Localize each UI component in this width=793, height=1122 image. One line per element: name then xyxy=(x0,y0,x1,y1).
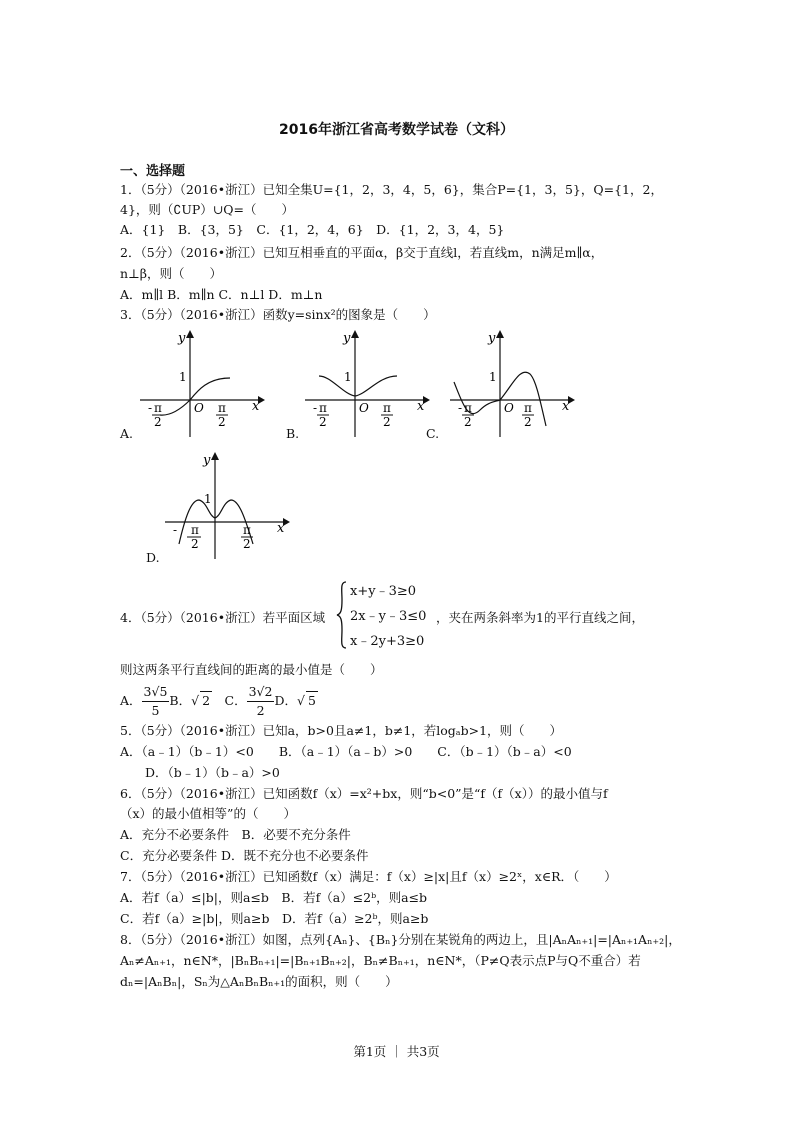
svg-text:x: x xyxy=(417,399,425,414)
q4-line-1-pre: 4．（5分）（2016•浙江）若平面区域 xyxy=(120,610,326,625)
q4-line-2: 则这两条平行直线间的距离的最小值是（ ） xyxy=(120,662,383,677)
q4-brace xyxy=(336,580,348,650)
q8-line-1: 8．（5分）（2016•浙江）如图，点列{Aₙ}、{Bₙ}分别在某锐角的两边上，且|AₙAₙ₊₁|=|Aₙ₊₁Aₙ₊₂|， xyxy=(120,932,681,947)
svg-text:2: 2 xyxy=(319,415,327,429)
q8-line-3: dₙ=|AₙBₙ|，Sₙ为△AₙBₙBₙ₊₁的面积，则（ ） xyxy=(120,974,398,989)
q1-options: A．{1} B．{3，5} C．{1，2，4，6} D．{1，2，3，4，5} xyxy=(120,222,505,237)
q2-line-1: 2．（5分）（2016•浙江）已知互相垂直的平面α，β交于直线l，若直线m，n满足m∥α， xyxy=(120,245,604,260)
svg-text:π: π xyxy=(243,523,251,537)
q5-options-abc: A．（a﹣1）（b﹣1）<0 B．（a﹣1）（a﹣b）>0 C．（b﹣1）（b﹣a）<0 xyxy=(120,744,572,759)
section-heading: 一、选择题 xyxy=(120,164,186,179)
svg-text:1: 1 xyxy=(489,370,497,384)
svg-text:2: 2 xyxy=(218,415,226,429)
svg-text:2: 2 xyxy=(154,415,162,429)
q2-options: A．m∥l B．m∥n C．n⊥l D．m⊥n xyxy=(120,287,323,302)
svg-text:2: 2 xyxy=(383,415,391,429)
svg-text:2: 2 xyxy=(464,415,472,429)
page-footer: 第1页 ｜ 共3页 xyxy=(353,1044,440,1059)
svg-text:-: - xyxy=(458,401,463,415)
q6-line-1: 6．（5分）（2016•浙江）已知函数f（x）=x²+bx，则“b<0”是“f（f（x））的最小值与f xyxy=(120,786,608,801)
q5-option-d: D．（b﹣1）（b﹣a）>0 xyxy=(145,765,280,780)
svg-text:-: - xyxy=(173,523,178,537)
svg-text:x: x xyxy=(562,399,570,414)
q3-graph-c xyxy=(450,330,575,440)
q4-ineq-3: x﹣2y+3≥0 xyxy=(350,634,425,649)
q3-graph-a xyxy=(140,330,265,440)
q8-line-2: Aₙ≠Aₙ₊₁，n∈N*，|BₙBₙ₊₁|=|Bₙ₊₁Bₙ₊₂|，Bₙ≠Bₙ₊₁，n∈N*，（P≠Q表示点P与Q不重合）若 xyxy=(120,953,641,968)
q7-line-1: 7．（5分）（2016•浙江）已知函数f（x）满足：f（x）≥|x|且f（x）≥2ˣ，x∈R．（ ） xyxy=(120,869,617,884)
svg-text:π: π xyxy=(464,401,472,415)
svg-text:O: O xyxy=(359,401,369,415)
svg-text:O: O xyxy=(504,401,514,415)
svg-text:π: π xyxy=(154,401,162,415)
q7-options-ab: A．若f（a）≤|b|，则a≤b B．若f（a）≤2ᵇ，则a≤b xyxy=(120,890,428,905)
svg-text:-: - xyxy=(148,401,153,415)
svg-text:π: π xyxy=(383,401,391,415)
svg-text:1: 1 xyxy=(179,370,187,384)
svg-text:x: x xyxy=(277,521,285,536)
svg-text:π: π xyxy=(524,401,532,415)
q3-line-1: 3．（5分）（2016•浙江）函数y=sinx²的图象是（ ） xyxy=(120,307,436,322)
q2-line-2: n⊥β，则（ ） xyxy=(120,266,223,281)
svg-text:O: O xyxy=(194,401,204,415)
svg-text:y: y xyxy=(343,331,351,346)
q4-ineq-1: x+y﹣3≥0 xyxy=(350,584,417,599)
svg-text:2: 2 xyxy=(524,415,532,429)
q4-option-a-label: A． xyxy=(120,693,142,708)
q4-option-d-label: D． xyxy=(274,693,298,708)
q4-option-b-radicand: 2 xyxy=(202,693,211,708)
svg-text:1: 1 xyxy=(344,370,352,384)
svg-text:y: y xyxy=(203,453,211,468)
q6-options-cd: C．充分必要条件 D．既不充分也不必要条件 xyxy=(120,848,369,863)
q4-option-a-frac: $\frac{3√5}{5}$ xyxy=(143,684,168,718)
q4-option-b-label: B． xyxy=(169,693,192,708)
q7-options-cd: C．若f（a）≥|b|，则a≥b D．若f（a）≥2ᵇ，则a≥b xyxy=(120,911,429,926)
svg-text:y: y xyxy=(488,331,496,346)
svg-text:y: y xyxy=(178,331,186,346)
svg-text:π: π xyxy=(191,523,199,537)
q4-option-d-radicand: 5 xyxy=(307,693,316,708)
q3-graph-d xyxy=(165,452,290,562)
svg-text:2: 2 xyxy=(243,537,251,551)
q4-line-1-post: ，夹在两条斜率为1的平行直线之间， xyxy=(436,610,644,625)
q4-option-c-frac: $\frac{3√2}{2}$ xyxy=(248,684,273,718)
q3-graph-b xyxy=(305,330,430,440)
q6-line-2: （x）的最小值相等”的（ ） xyxy=(120,806,296,821)
q3-option-a: A. xyxy=(120,426,134,441)
q4-options: A． $\frac{3√5}{5}$ B．√ 2 C． $\frac{3√2}{2}$ D．√ 5 xyxy=(120,684,316,718)
q1-line-2: 4}，则（∁UP）∪Q=（ ） xyxy=(120,202,294,217)
svg-text:π: π xyxy=(218,401,226,415)
svg-text:x: x xyxy=(252,399,260,414)
q3-option-c: C. xyxy=(426,426,440,441)
q3-option-d: D. xyxy=(146,550,160,565)
page-title: 2016年浙江省高考数学试卷（文科） xyxy=(279,122,514,138)
q6-options-ab: A．充分不必要条件 B．必要不充分条件 xyxy=(120,827,351,842)
q1-line-1: 1．（5分）（2016•浙江）已知全集U={1，2，3，4，5，6}，集合P={1，3，5}，Q={1，2， xyxy=(120,182,663,197)
svg-text:-: - xyxy=(313,401,318,415)
svg-text:π: π xyxy=(319,401,327,415)
svg-text:2: 2 xyxy=(191,537,199,551)
q3-option-b: B. xyxy=(286,426,300,441)
q4-ineq-2: 2x﹣y﹣3≤0 xyxy=(350,609,427,624)
svg-text:1: 1 xyxy=(204,492,212,506)
q5-line-1: 5．（5分）（2016•浙江）已知a，b>0且a≠1，b≠1，若logₐb>1，则（ ） xyxy=(120,723,563,738)
q4-option-c-label: C． xyxy=(224,693,247,708)
